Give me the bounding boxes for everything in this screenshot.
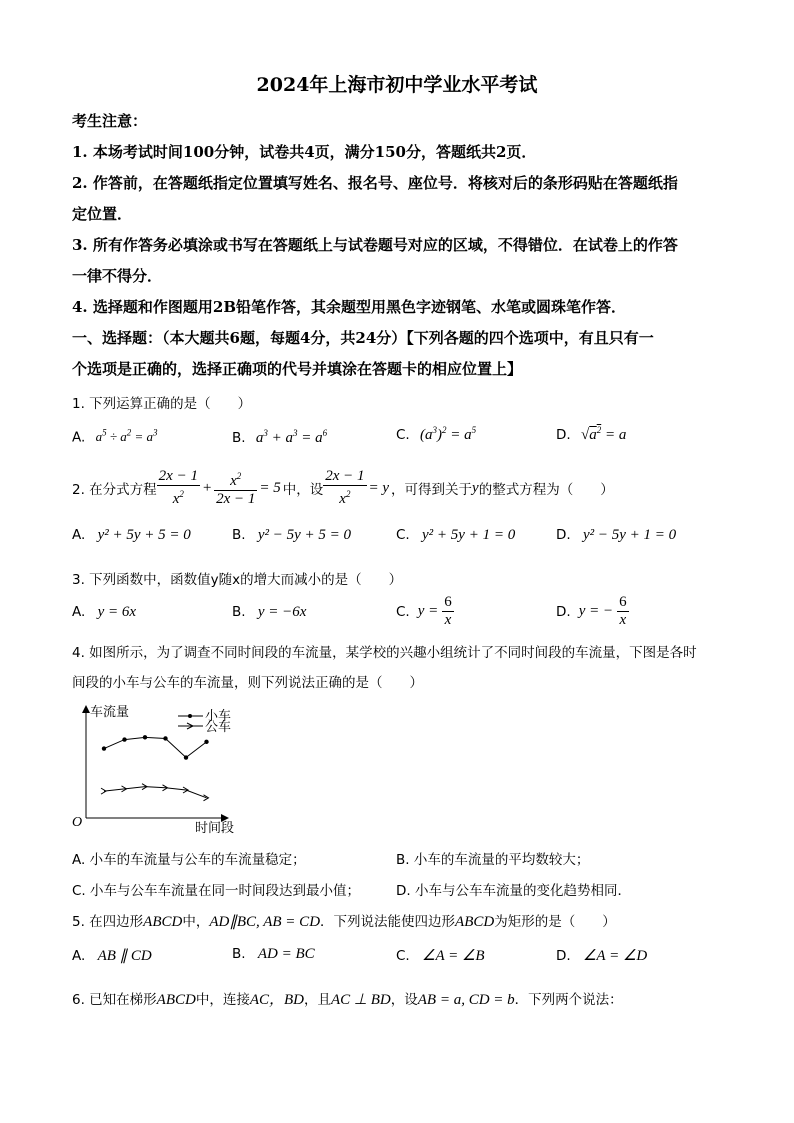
q2-option-d-expr: y² − 5y + 1 = 0 bbox=[582, 527, 677, 543]
q5-quad-1: ABCD bbox=[143, 914, 183, 930]
q2-fraction-1: $\frac{2x - 1}{x^2}$ bbox=[158, 468, 198, 507]
q3-option-b-label: B. bbox=[232, 604, 246, 620]
notice-item-3: 3. 所有作答务必填涂或书写在答题纸上与试卷题号对应的区域，不得错位．在试卷上的作答 bbox=[72, 236, 678, 254]
q1-option-b[interactable] bbox=[232, 428, 327, 447]
x-axis-label: 时间段 bbox=[195, 821, 235, 836]
q2-stem-a: 2. 在分式方程 bbox=[72, 482, 157, 498]
q5-option-a[interactable] bbox=[72, 946, 152, 965]
q6-stem-a: 6. 已知在梯形 bbox=[72, 992, 157, 1008]
q5-stem-a: 5. 在四边形 bbox=[72, 914, 144, 930]
q3-option-d[interactable]: D. y = − $\frac{6}{x}$ bbox=[556, 594, 627, 628]
q2-fraction-2: $\frac{x^2}{2x - 1}$ bbox=[214, 468, 257, 508]
series-line-1 bbox=[104, 787, 207, 798]
series-0-point-5 bbox=[204, 740, 208, 744]
q5-option-d-label: D. bbox=[556, 948, 571, 964]
q1-option-c-label: C. bbox=[396, 427, 410, 443]
q2-stem: 2. 在分式方程 $\frac{2x - 1}{x^2}$ + $\frac{x^2}{2x - 1}$ = 5 中，设 $\frac{2x - 1}{x^2}$ = y ，可得到关于 y 的整式方程为（ ） bbox=[72, 468, 614, 507]
q6-diagonals: AC，BD bbox=[249, 992, 305, 1008]
q4-line-chart bbox=[68, 700, 268, 840]
q3-option-a-label: A. bbox=[72, 604, 86, 620]
q5-stem-d: 为矩形的是（ ） bbox=[494, 914, 616, 930]
q6-stem-d: ，设 bbox=[390, 992, 418, 1008]
q2-fraction-3: $\frac{2x - 1}{x^2}$ bbox=[325, 468, 365, 507]
q1-option-a-label: A. bbox=[72, 429, 86, 446]
q5-option-a-label: A. bbox=[72, 948, 86, 964]
q4-option-d[interactable]: D. 小车与公车车流量的变化趋势相同． bbox=[396, 883, 631, 899]
notice-item-3-cont: 一律不得分． bbox=[72, 267, 163, 285]
q5-quad-2: ABCD bbox=[455, 914, 495, 930]
series-1-point-0 bbox=[101, 788, 106, 794]
origin-label: O bbox=[72, 815, 83, 830]
series-0-point-3 bbox=[163, 736, 167, 740]
q5-option-a-expr: AB ∥ CD bbox=[97, 948, 152, 964]
section1-line1: 一、选择题：（本大题共6题，每题4分，共24分）【下列各题的四个选项中，有且只有一 bbox=[72, 329, 654, 347]
series-line-0 bbox=[104, 737, 207, 757]
legend-bus: 公车 bbox=[205, 720, 232, 735]
series-0-point-4 bbox=[184, 755, 188, 759]
q3-option-b[interactable] bbox=[232, 604, 306, 621]
section1-line2: 个选项是正确的，选择正确项的代号并填涂在答题卡的相应位置上】 bbox=[72, 360, 523, 378]
q3-option-a-expr: y = 6x bbox=[97, 604, 137, 620]
q6-stem-e: ．下列两个说法： bbox=[514, 992, 623, 1008]
q2-option-c-label: C. bbox=[396, 527, 410, 543]
q5-option-d-expr: ∠A = ∠D bbox=[582, 948, 648, 964]
q5-option-c-label: C. bbox=[396, 948, 410, 964]
q2-option-c-expr: y² + 5y + 1 = 0 bbox=[422, 527, 516, 543]
q1-option-d-label: D. bbox=[556, 427, 571, 443]
q2-option-d-label: D. bbox=[556, 527, 571, 543]
q6-stem bbox=[72, 988, 623, 1009]
q4-option-c[interactable]: C. 小车与公车车流量在同一时间段达到最小值； bbox=[72, 883, 361, 899]
q6-quad: ABCD bbox=[156, 992, 196, 1008]
q4-option-a[interactable]: A. 小车的车流量与公车的车流量稳定； bbox=[72, 852, 306, 868]
q4-option-b[interactable]: B. 小车的车流量的平均数较大； bbox=[396, 852, 590, 868]
q2-option-c[interactable] bbox=[396, 527, 515, 544]
notice-item-1: 1. 本场考试时间100分钟，试卷共4页，满分150分，答题纸共2页． bbox=[72, 143, 537, 161]
series-0-point-1 bbox=[122, 737, 126, 741]
q1-option-b-expr: $a^3 + a^3 = a^6$ bbox=[255, 428, 328, 446]
q2-option-a-expr: y² + 5y + 5 = 0 bbox=[97, 527, 191, 543]
q5-stem-c: ．下列说法能使四边形 bbox=[320, 914, 456, 930]
series-0-point-0 bbox=[102, 746, 106, 750]
q3-option-d-frac: $\frac{6}{x}$ bbox=[619, 594, 627, 628]
q1-option-c-expr: $(a^3)^2 = a^5$ bbox=[420, 425, 477, 443]
q5-option-c[interactable] bbox=[396, 946, 485, 965]
q5-option-d[interactable] bbox=[556, 946, 647, 965]
q1-option-b-label: B. bbox=[232, 430, 246, 446]
series-0-point-2 bbox=[143, 735, 147, 739]
q5-stem bbox=[72, 910, 616, 931]
q5-condition: AD∥BC, AB = CD bbox=[209, 914, 321, 930]
y-axis-label: 车流量 bbox=[90, 705, 130, 720]
legend bbox=[178, 709, 231, 735]
q2-stem-d: 的整式方程为（ ） bbox=[478, 482, 614, 498]
notice-item-2: 2. 作答前，在答题纸指定位置填写姓名、报名号、座位号．将核对后的条形码贴在答题纸指 bbox=[72, 174, 678, 192]
q5-option-b-expr: AD = BC bbox=[257, 946, 315, 962]
q1-option-a-expr: $a^5 \div a^2 = a^3$ bbox=[95, 428, 158, 445]
q3-stem: 3. 下列函数中，函数值y随x的增大而减小的是（ ） bbox=[72, 572, 403, 588]
notice-item-2-cont: 定位置． bbox=[72, 205, 133, 223]
q2-option-b-label: B. bbox=[232, 527, 246, 543]
q2-option-a[interactable] bbox=[72, 527, 191, 544]
q4-stem-line2: 间段的小车与公车的车流量，则下列说法正确的是（ ） bbox=[72, 675, 423, 691]
page-title: 2024年上海市初中学业水平考试 bbox=[256, 74, 538, 96]
q1-option-d[interactable] bbox=[556, 425, 626, 444]
q5-stem-b: 中， bbox=[182, 914, 210, 930]
q3-option-b-expr: y = −6x bbox=[257, 604, 307, 620]
q1-stem: 1. 下列运算正确的是（ ） bbox=[72, 396, 252, 412]
q2-stem-c: ，可得到关于 bbox=[391, 482, 473, 498]
q2-option-b-expr: y² − 5y + 5 = 0 bbox=[257, 527, 352, 543]
q1-option-d-expr: $√a^2 = a$ bbox=[580, 425, 627, 443]
q1-option-a[interactable] bbox=[72, 428, 158, 445]
q6-set: AB = a, CD = b bbox=[417, 992, 515, 1008]
q3-option-c-frac: $\frac{6}{x}$ bbox=[444, 594, 452, 628]
q2-stem-b: 中，设 bbox=[282, 482, 324, 498]
notice-item-4: 4. 选择题和作图题用2B铅笔作答，其余题型用黑色字迹钢笔、水笔或圆珠笔作答． bbox=[72, 298, 627, 316]
q6-stem-b: 中，连接 bbox=[195, 992, 250, 1008]
q3-option-c-label: C. bbox=[396, 603, 410, 620]
q3-option-a[interactable] bbox=[72, 604, 136, 621]
q2-option-b[interactable] bbox=[232, 527, 351, 544]
q5-option-b[interactable] bbox=[232, 946, 315, 963]
q3-option-d-label: D. bbox=[556, 603, 571, 620]
q6-stem-c: ，且 bbox=[304, 992, 332, 1008]
q5-option-b-label: B. bbox=[232, 946, 246, 962]
q6-perpendicular: AC ⊥ BD bbox=[331, 992, 391, 1008]
q1-option-c[interactable] bbox=[396, 425, 476, 444]
legend-car: 小车 bbox=[205, 709, 232, 724]
q2-option-a-label: A. bbox=[72, 527, 86, 543]
q3-option-c[interactable]: C. y = $\frac{6}{x}$ bbox=[396, 594, 452, 628]
q2-option-d[interactable] bbox=[556, 527, 676, 544]
q4-stem-line1: 4. 如图所示，为了调查不同时间段的车流量，某学校的兴趣小组统计了不同时间段的车流量，下图是各时 bbox=[72, 645, 697, 661]
q5-option-c-expr: ∠A = ∠B bbox=[422, 948, 485, 964]
notice-heading: 考生注意： bbox=[72, 112, 148, 130]
